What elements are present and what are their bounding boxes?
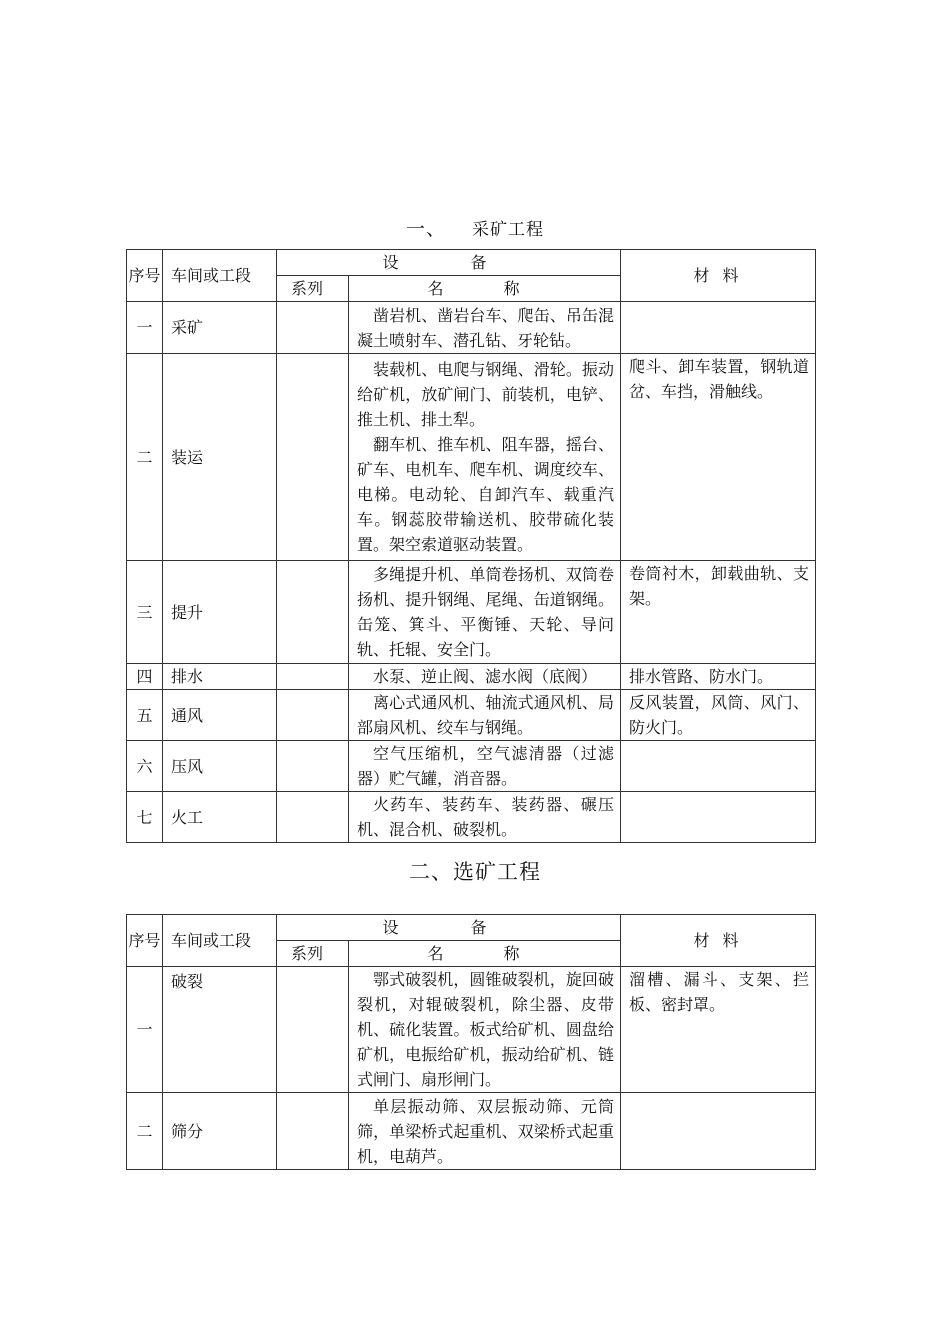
header-material-label: 材 料	[693, 266, 743, 285]
row-name	[349, 792, 621, 843]
table-row	[127, 967, 816, 1093]
row-name-paragraph: 凿岩机、凿岩台车、爬缶、吊缶混凝土喷射车、潜孔钻、牙轮钻。	[357, 305, 615, 350]
row-material: 溜槽、漏斗、支架、拦板、密封罩。	[621, 967, 816, 1093]
row-seq: 一	[127, 302, 163, 354]
header-material	[621, 250, 816, 302]
section1-title-text: 采矿工程	[472, 220, 544, 240]
row-seq: 六	[127, 741, 163, 792]
row-series	[277, 741, 349, 792]
table-row	[127, 741, 816, 792]
header-workshop: 车间或工段	[163, 250, 277, 302]
row-workshop: 通风	[163, 690, 277, 741]
row-seq: 四	[127, 664, 163, 690]
row-series	[277, 302, 349, 354]
row-series	[277, 354, 349, 561]
row-series	[277, 967, 349, 1093]
row-series	[277, 1093, 349, 1170]
section1-title-num: 一、	[405, 218, 446, 240]
section2-title: 二、选矿工程	[409, 860, 541, 884]
row-seq: 三	[127, 561, 163, 664]
row-seq: 五	[127, 690, 163, 741]
row-workshop: 装运	[163, 354, 277, 561]
row-name-paragraph: 水泵、逆止阀、滤水阀（底阀）	[373, 667, 598, 686]
row-name	[349, 690, 621, 741]
row-name-paragraph: 多绳提升机、单筒卷扬机、双筒卷扬机、提升钢绳、尾绳、缶道钢绳。缶笼、箕斗、平衡锤、天轮、导问轨、托辊、安全门。	[357, 565, 615, 659]
header-seq: 序号	[127, 915, 163, 967]
row-workshop: 火工	[163, 792, 277, 843]
row-seq: 七	[127, 792, 163, 843]
header-name: 名 称	[349, 276, 621, 302]
row-material: 排水管路、防水门。	[621, 664, 816, 690]
table-row	[127, 561, 816, 664]
row-series	[277, 690, 349, 741]
section1-title	[0, 214, 950, 241]
row-material	[621, 302, 816, 354]
row-seq: 二	[127, 1093, 163, 1170]
row-workshop: 采矿	[163, 302, 277, 354]
header-material	[621, 915, 816, 967]
table-row	[127, 1093, 816, 1170]
ore-dressing-equipment-table	[126, 914, 816, 1170]
row-name-paragraph: 离心式通风机、轴流式通风机、局部扇风机、绞车与钢绳。	[357, 693, 615, 737]
row-workshop: 破裂	[163, 967, 277, 1093]
row-name-paragraph: 翻车机、推车机、阻车器，摇台、矿车、电机车、爬车机、调度绞车、电梯。电动轮、自卸汽车、载重汽车。钢蕊胶带输送机、胶带硫化装置。架空索道驱动装置。	[357, 435, 615, 554]
row-material	[621, 792, 816, 843]
row-workshop: 排水	[163, 664, 277, 690]
table-row	[127, 690, 816, 741]
mining-equipment-table	[126, 249, 816, 843]
row-name	[349, 664, 621, 690]
row-seq: 一	[127, 967, 163, 1093]
row-material: 反风装置，风筒、风门、防火门。	[621, 690, 816, 741]
row-name-paragraph: 火药车、装药车、装药器、碾压机、混合机、破裂机。	[357, 795, 615, 839]
row-name	[349, 561, 621, 664]
row-name	[349, 302, 621, 354]
header-material-label: 材 料	[693, 931, 743, 950]
table-row	[127, 354, 816, 561]
row-name	[349, 354, 621, 561]
header-seq: 序号	[127, 250, 163, 302]
header-series: 系列	[277, 941, 349, 967]
row-series	[277, 664, 349, 690]
table-row	[127, 302, 816, 354]
row-material	[621, 1093, 816, 1170]
row-name	[349, 967, 621, 1093]
table-row	[127, 664, 816, 690]
row-series	[277, 792, 349, 843]
header-series: 系列	[277, 276, 349, 302]
header-name: 名 称	[349, 941, 621, 967]
row-material	[621, 741, 816, 792]
row-name-paragraph: 装载机、电爬与钢绳、滑轮。振动给矿机，放矿闸门、前装机，电铲、推土机、排土犁。	[357, 360, 615, 429]
row-name-paragraph: 空气压缩机，空气滤清器（过滤器）贮气罐，消音器。	[357, 744, 615, 788]
row-workshop: 筛分	[163, 1093, 277, 1170]
row-workshop: 提升	[163, 561, 277, 664]
row-name-paragraph: 鄂式破裂机，圆锥破裂机，旋回破裂机，对辊破裂机，除尘器、皮带机、硫化装置。板式给矿机、圆盘给矿机，电振给矿机，振动给矿机、链式闸门、扇形闸门。	[357, 970, 615, 1089]
row-name	[349, 741, 621, 792]
table-row	[127, 792, 816, 843]
row-name-paragraph: 单层振动筛、双层振动筛、元筒筛，单梁桥式起重机、双梁桥式起重机，电葫芦。	[357, 1096, 615, 1166]
header-equipment: 设 备	[277, 915, 621, 941]
row-name	[349, 1093, 621, 1170]
row-material: 卷筒衬木，卸载曲轨、支架。	[621, 561, 816, 664]
row-seq: 二	[127, 354, 163, 561]
header-equipment: 设 备	[277, 250, 621, 276]
row-material: 爬斗、卸车装置，钢轨道岔、车挡，滑触线。	[621, 354, 816, 561]
header-workshop: 车间或工段	[163, 915, 277, 967]
row-series	[277, 561, 349, 664]
row-workshop: 压风	[163, 741, 277, 792]
